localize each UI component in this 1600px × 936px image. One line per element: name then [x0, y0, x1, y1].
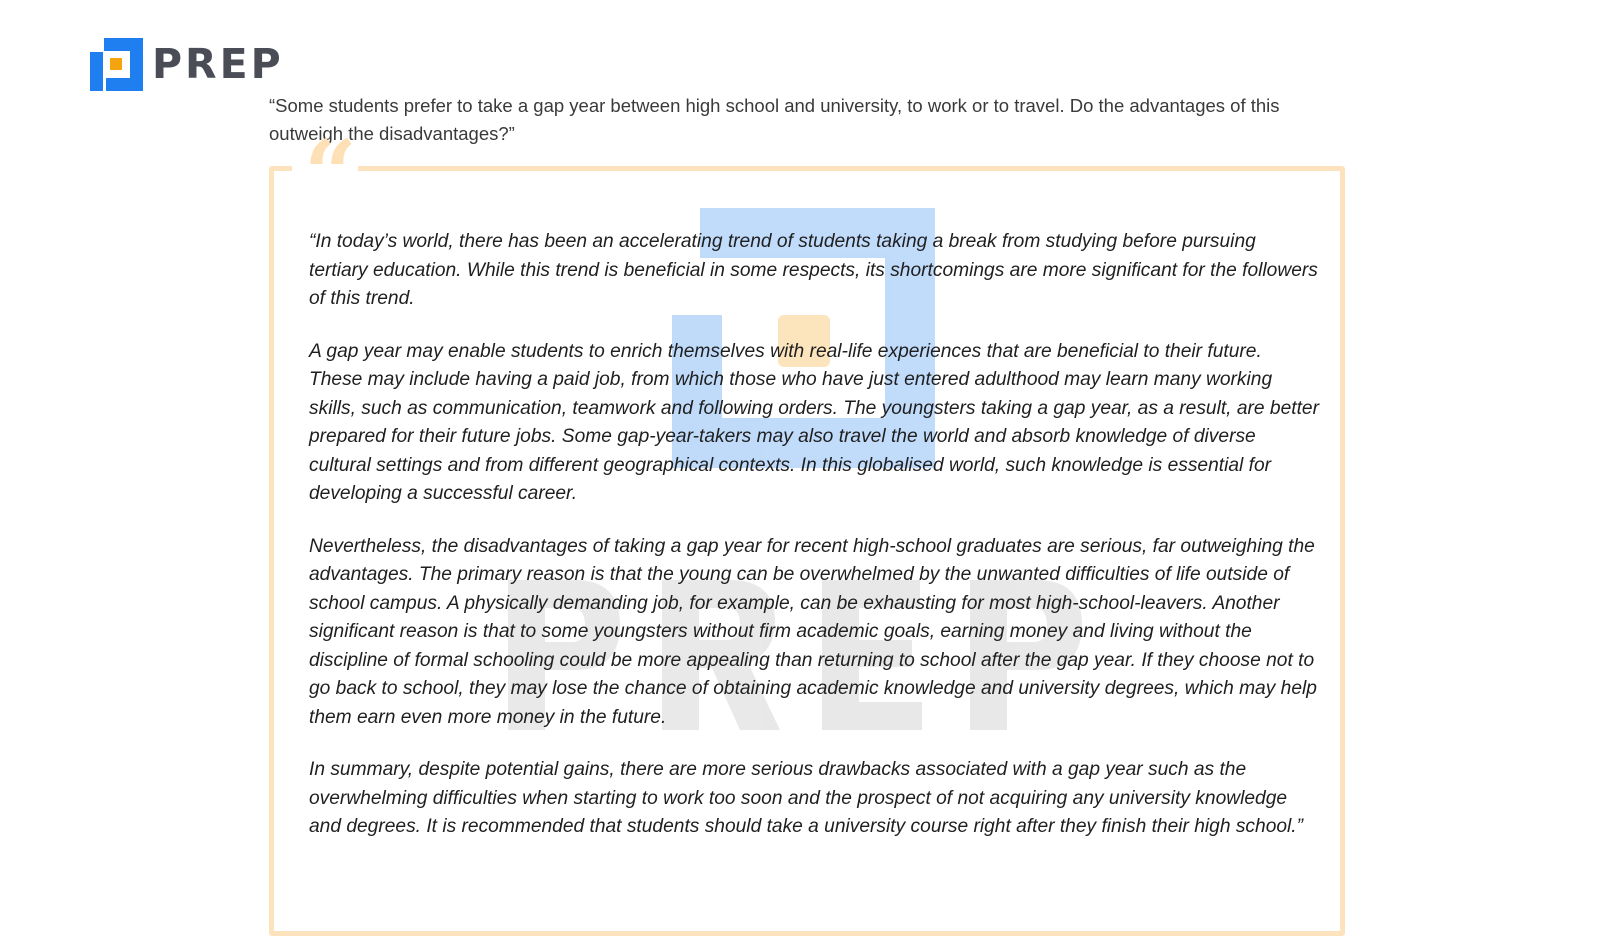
essay-body [309, 228, 1319, 866]
quotation-mark-icon: “ [304, 120, 357, 228]
essay-paragraph-introduction: “In today’s world, there has been an accelerating trend of students taking a break from studying before pursuing tertiary education. While this trend is beneficial in some respects, its shortcomings are more significant for the followers of this trend. [309, 231, 1318, 309]
essay-paragraph-disadvantages: Nevertheless, the disadvantages of taking a gap year for recent high-school graduates are serious, far outweighing the advantages. The primary reason is that the young can be overwhelmed by the unwanted difficulties of life outside of school campus. A physically demanding job, for example, can be exhausting for most high-school-leavers. Another significant reason is that to some youngsters without firm academic goals, earning money and living without the discipline of formal schooling could be more appealing than returning to school after the gap year. If they choose not to go back to school, they may lose the chance of obtaining academic knowledge and university degrees, which may help them earn even more money in the future. [309, 535, 1317, 728]
brand-logo [90, 38, 284, 91]
essay-question: “Some students prefer to take a gap year between high school and university, to work or to travel. Do the advantages of this outweigh the disadvantages?” [269, 95, 1280, 144]
essay-paragraph-conclusion: In summary, despite potential gains, there are more serious drawbacks associated with a gap year such as the overwhelming difficulties when starting to work too soon and the prospect of not acquiring any university knowledge and degrees. It is recommended that students should take a university course right after they finish their high school.” [309, 759, 1304, 837]
essay-paragraph-advantages: A gap year may enable students to enrich themselves with real-life experiences that are beneficial to their future. These may include having a paid job, from which those who have just entered adulthood may learn many working skills, such as communication, teamwork and following orders. The youngsters taking a gap year, as a result, are better prepared for their future jobs. Some gap-year-takers may also travel the world and absorb knowledge of diverse cultural settings and from different geographical contexts. In this globalised world, such knowledge is essential for developing a successful career. [309, 340, 1319, 504]
brand-name: PREP [152, 40, 284, 88]
prep-logo-icon [90, 38, 143, 91]
